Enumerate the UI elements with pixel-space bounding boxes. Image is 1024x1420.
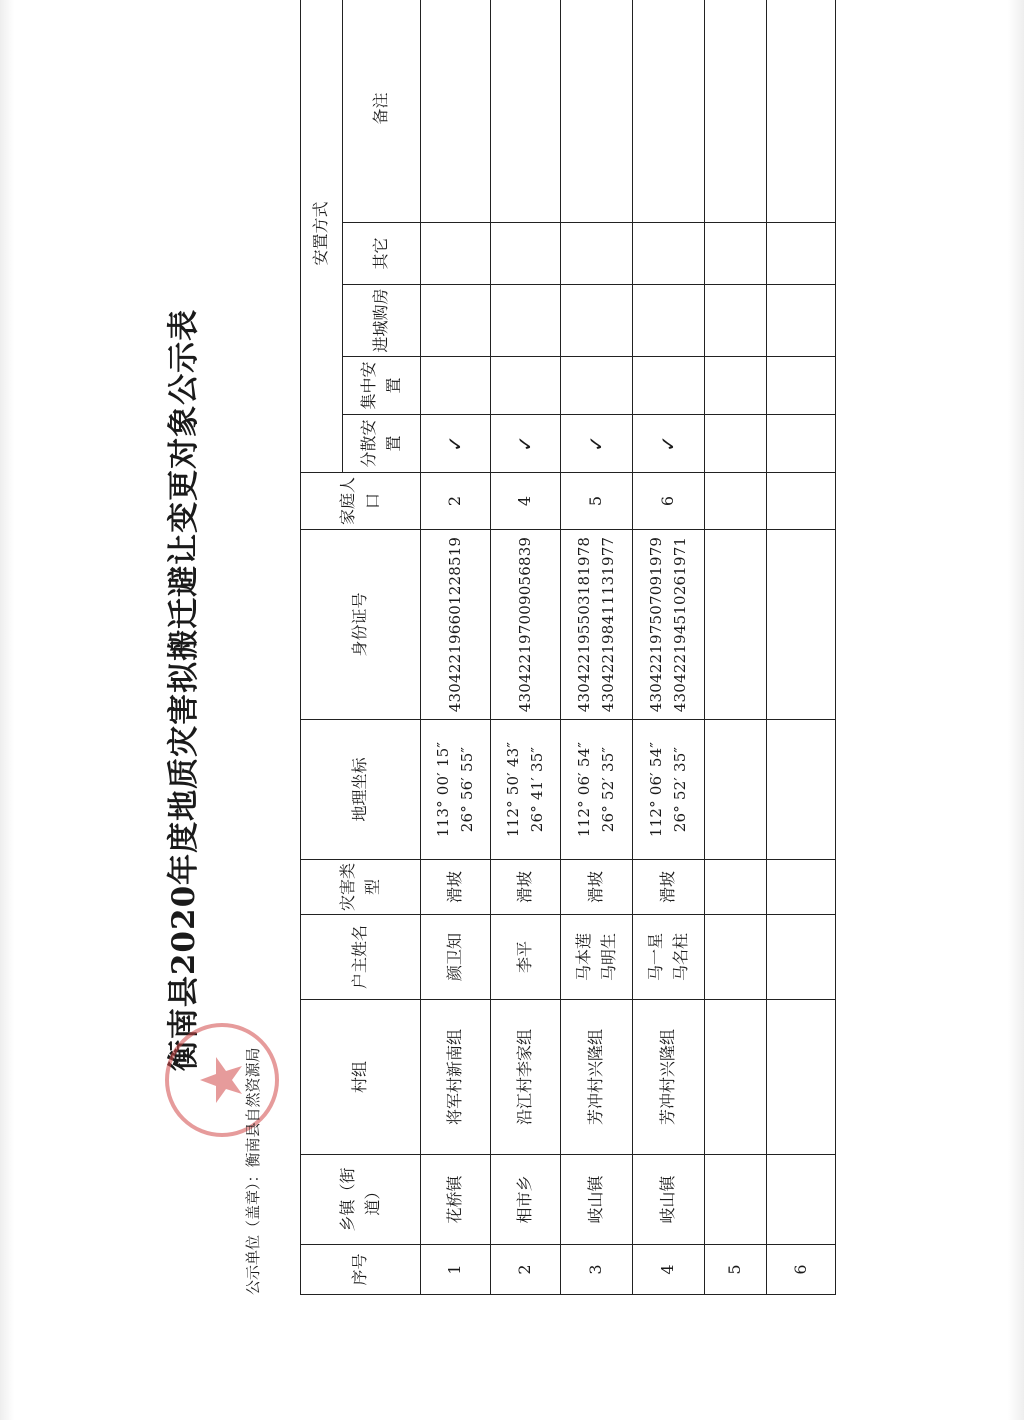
cell-scattered-check: ✓ <box>421 415 491 473</box>
cell-owner <box>705 915 767 1000</box>
table-row <box>767 0 836 1295</box>
cell-city <box>705 285 767 357</box>
cell-seq: 6 <box>767 1245 836 1295</box>
cell-hazard <box>767 860 836 915</box>
cell-central <box>705 357 767 415</box>
cell-seq: 5 <box>705 1245 767 1295</box>
id-number: 430422197009056839 <box>515 536 534 713</box>
cell-owner <box>767 915 836 1000</box>
cell-family <box>705 473 767 530</box>
cell-hazard: 滑坡 <box>561 860 633 915</box>
table-row <box>561 0 633 1295</box>
table-row <box>421 0 491 1295</box>
header-village: 村组 <box>301 1000 421 1155</box>
cell-idno <box>767 530 836 720</box>
cell-town: 相市乡 <box>491 1155 561 1245</box>
cell-town <box>705 1155 767 1245</box>
header-idno: 身份证号 <box>301 530 421 720</box>
cell-town: 岐山镇 <box>633 1155 705 1245</box>
table-row <box>705 0 767 1295</box>
coord-latitude: 26° 56′ 55″ <box>457 746 476 833</box>
header-other: 其它 <box>343 223 421 285</box>
owner-name: 李平 <box>515 941 535 974</box>
cell-central <box>491 357 561 415</box>
owner-name: 马明生 <box>598 933 618 982</box>
header-remark: 备注 <box>343 0 421 223</box>
resettlement-table <box>300 0 836 1295</box>
cell-village: 将军村新南组 <box>421 1000 491 1155</box>
cell-scattered-check: ✓ <box>491 415 561 473</box>
cell-city <box>491 285 561 357</box>
publisher-line <box>242 1047 263 1295</box>
cell-idno <box>561 530 633 720</box>
owner-name: 马名柱 <box>670 933 690 982</box>
cell-idno <box>491 530 561 720</box>
cell-village: 芳冲村兴隆组 <box>633 1000 705 1155</box>
header-resettle: 安置方式 <box>301 0 343 473</box>
publisher-label: 公示单位（盖章）： <box>244 1167 262 1295</box>
header-central: 集中安置 <box>343 357 421 415</box>
cell-idno <box>705 530 767 720</box>
header-owner: 户主姓名 <box>301 915 421 1000</box>
coord-longitude: 112° 06′ 54″ <box>575 741 594 838</box>
coord-latitude: 26° 41′ 35″ <box>527 746 546 833</box>
cell-central <box>561 357 633 415</box>
header-scattered: 分散安置 <box>343 415 421 473</box>
cell-scattered-check <box>767 415 836 473</box>
cell-family: 4 <box>491 473 561 530</box>
header-hazard: 灾害类型 <box>301 860 421 915</box>
id-number: 430422196601228519 <box>445 536 464 713</box>
cell-village <box>767 1000 836 1155</box>
cell-city <box>767 285 836 357</box>
table-row <box>491 0 561 1295</box>
cell-owner <box>633 915 705 1000</box>
header-seq: 序号 <box>301 1245 421 1295</box>
cell-family: 2 <box>421 473 491 530</box>
cell-seq: 1 <box>421 1245 491 1295</box>
cell-idno <box>421 530 491 720</box>
cell-coords <box>561 720 633 860</box>
cell-remark <box>633 0 705 223</box>
cell-coords <box>633 720 705 860</box>
cell-seq: 3 <box>561 1245 633 1295</box>
cell-remark <box>491 0 561 223</box>
cell-city <box>561 285 633 357</box>
cell-owner <box>561 915 633 1000</box>
cell-hazard: 滑坡 <box>633 860 705 915</box>
cell-other <box>561 223 633 285</box>
cell-coords <box>421 720 491 860</box>
header-family: 家庭人口 <box>301 473 421 530</box>
cell-coords <box>705 720 767 860</box>
header-town: 乡镇（街道） <box>301 1155 421 1245</box>
id-number: 430422194510261971 <box>670 536 689 713</box>
rotated-document <box>150 92 840 1295</box>
cell-scattered-check <box>705 415 767 473</box>
cell-other <box>491 223 561 285</box>
id-number: 430422195503181978 <box>575 536 594 713</box>
cell-other <box>633 223 705 285</box>
cell-scattered-check: ✓ <box>633 415 705 473</box>
publisher-name: 衡南县自然资源局 <box>244 1047 262 1168</box>
official-seal-icon <box>162 1020 282 1140</box>
id-number: 430422197507091979 <box>647 536 666 713</box>
coord-longitude: 112° 06′ 54″ <box>647 741 666 838</box>
cell-remark <box>705 0 767 223</box>
cell-town: 岐山镇 <box>561 1155 633 1245</box>
id-number: 430422198411131977 <box>598 536 617 713</box>
cell-central <box>767 357 836 415</box>
cell-other <box>421 223 491 285</box>
cell-hazard: 滑坡 <box>421 860 491 915</box>
cell-coords <box>767 720 836 860</box>
cell-central <box>633 357 705 415</box>
cell-city <box>633 285 705 357</box>
coord-latitude: 26° 52′ 35″ <box>670 746 689 833</box>
cell-hazard <box>705 860 767 915</box>
cell-family: 5 <box>561 473 633 530</box>
cell-owner <box>491 915 561 1000</box>
cell-family <box>767 473 836 530</box>
owner-name: 颜卫知 <box>445 933 465 982</box>
cell-town <box>767 1155 836 1245</box>
cell-remark <box>421 0 491 223</box>
cell-remark <box>767 0 836 223</box>
table-row <box>633 0 705 1295</box>
cell-idno <box>633 530 705 720</box>
cell-village: 芳冲村兴隆组 <box>561 1000 633 1155</box>
header-city: 进城购房 <box>343 285 421 357</box>
coord-latitude: 26° 52′ 35″ <box>598 746 617 833</box>
cell-village: 沿江村李家组 <box>491 1000 561 1155</box>
cell-scattered-check: ✓ <box>561 415 633 473</box>
cell-city <box>421 285 491 357</box>
cell-village <box>705 1000 767 1155</box>
cell-owner <box>421 915 491 1000</box>
cell-other <box>705 223 767 285</box>
cell-remark <box>561 0 633 223</box>
owner-name: 马一星 <box>645 933 665 982</box>
owner-name: 马本莲 <box>573 933 593 982</box>
cell-hazard: 滑坡 <box>491 860 561 915</box>
cell-seq: 2 <box>491 1245 561 1295</box>
cell-coords <box>491 720 561 860</box>
header-coords: 地理坐标 <box>301 720 421 860</box>
page-title: 衡南县2020年度地质灾害拟搬迁避让变更对象公示表 <box>166 308 202 1072</box>
cell-seq: 4 <box>633 1245 705 1295</box>
cell-other <box>767 223 836 285</box>
coord-longitude: 113° 00′ 15″ <box>434 741 453 838</box>
coord-longitude: 112° 50′ 43″ <box>504 741 523 838</box>
cell-family: 6 <box>633 473 705 530</box>
cell-central <box>421 357 491 415</box>
cell-town: 花桥镇 <box>421 1155 491 1245</box>
